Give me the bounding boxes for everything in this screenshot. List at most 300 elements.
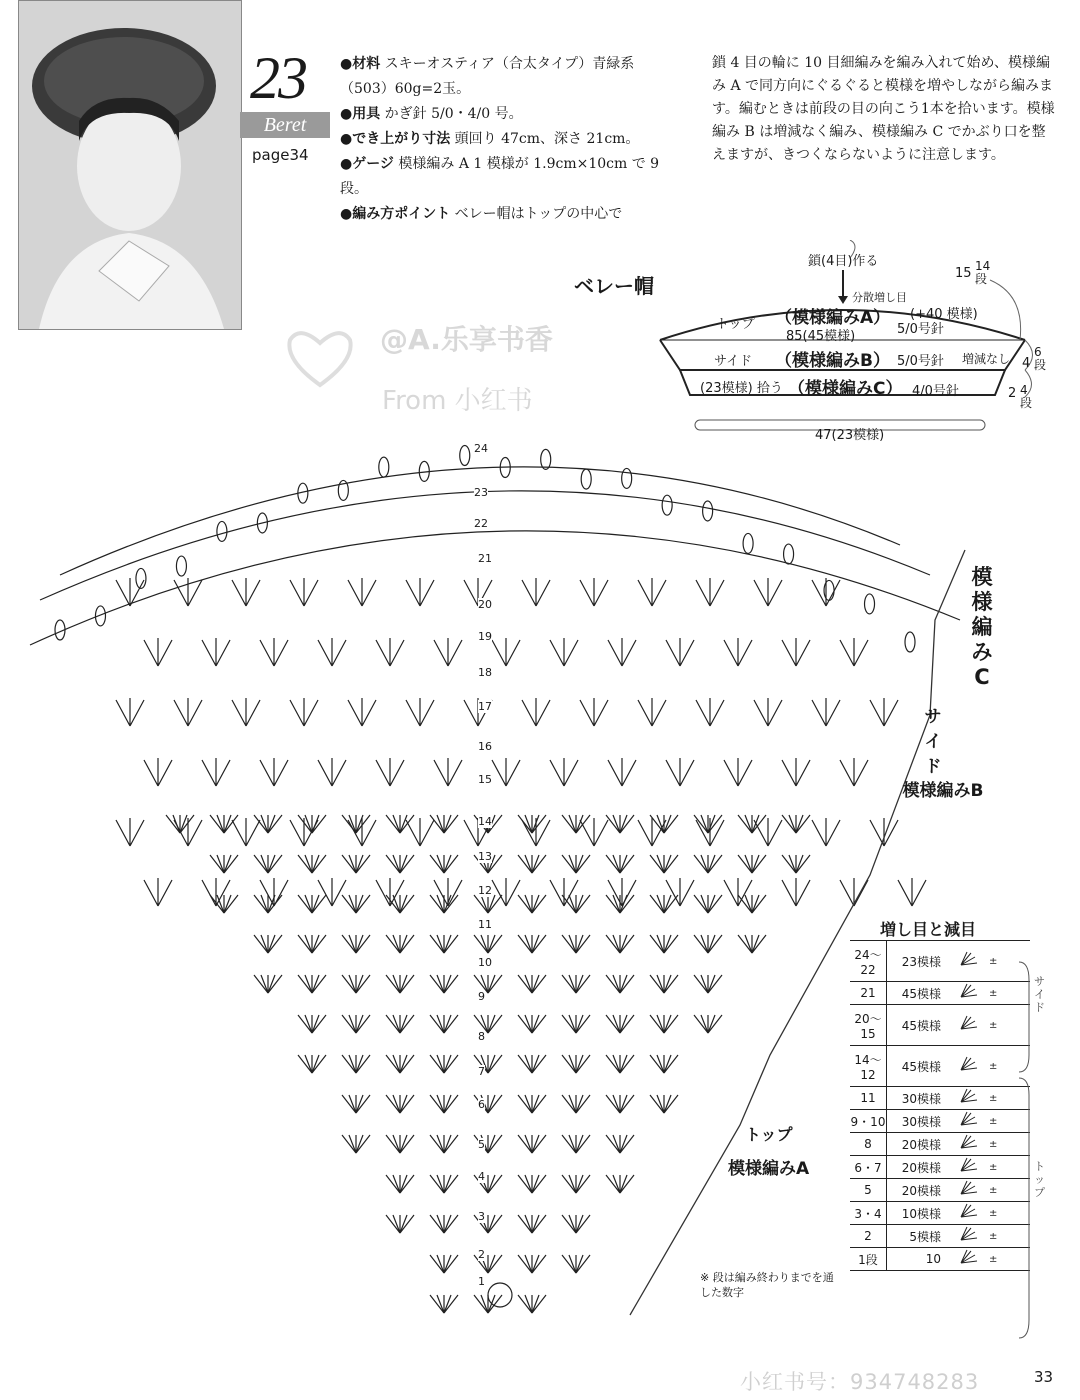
- fan-stitch-mark: [708, 975, 715, 993]
- fan-stitch-mark: [613, 855, 620, 873]
- v-stitch-mark: [290, 578, 318, 606]
- fan-stitch-mark: [701, 895, 708, 913]
- fan-stitch-mark: [261, 895, 268, 913]
- fan-stitch-mark: [562, 1055, 576, 1073]
- table-row: [850, 982, 1030, 1005]
- fan-stitch-mark: [532, 895, 539, 913]
- fan-stitch-mark: [606, 1135, 620, 1153]
- fan-stitch-mark: [620, 975, 634, 993]
- fan-stitch-mark: [400, 1175, 407, 1193]
- fan-stitch-mark: [657, 855, 664, 873]
- fan-stitch-mark: [444, 1135, 451, 1153]
- v-stitch-mark: [608, 758, 636, 786]
- beret-tag: Beret: [240, 112, 330, 138]
- v-stitch-mark: [116, 698, 144, 726]
- fan-stitch-mark: [430, 935, 444, 953]
- fan-stitch-mark: [444, 1295, 451, 1313]
- svg-text:±: ±: [989, 1061, 998, 1072]
- fan-stitch-mark: [488, 1175, 495, 1193]
- page-ref: page34: [252, 146, 309, 164]
- v-stitch-mark: [348, 578, 376, 606]
- fan-stitch-mark: [312, 935, 326, 953]
- row-number: 14: [478, 815, 492, 828]
- fan-stitch-mark: [437, 815, 444, 833]
- fan-stitch-mark: [576, 1255, 583, 1273]
- fan-stitch-mark: [224, 895, 231, 913]
- fan-stitch-mark: [518, 855, 532, 873]
- row-number: 22: [474, 517, 488, 530]
- fan-stitch-mark: [664, 1055, 678, 1073]
- fan-stitch-mark: [400, 935, 414, 953]
- fan-stitch-mark: [356, 895, 363, 913]
- v-stitch-mark: [318, 758, 346, 786]
- fan-stitch-mark: [708, 895, 715, 913]
- fan-stitch-mark: [356, 935, 370, 953]
- fan-stitch-mark: [576, 1215, 583, 1233]
- fan-stitch-mark: [393, 855, 400, 873]
- row-number: 9: [478, 990, 485, 1003]
- rows-brim-n: 2: [1008, 386, 1017, 401]
- v-stitch-mark: [290, 698, 318, 726]
- label-pattern-a: 模様編みA: [728, 1159, 810, 1179]
- fan-stitch-mark: [481, 895, 488, 913]
- fan-stitch-mark: [444, 855, 458, 873]
- v-stitch-mark: [898, 878, 926, 906]
- fan-stitch-mark: [532, 1095, 539, 1113]
- fan-stitch-mark: [305, 895, 312, 913]
- bottom-width: 47(23模様): [815, 428, 885, 443]
- fan-stitch-mark: [488, 895, 495, 913]
- rows-brim: 4段: [1020, 383, 1033, 410]
- v-stitch-mark: [666, 638, 694, 666]
- fan-stitch-mark: [532, 935, 539, 953]
- table-row-range: 1段: [850, 1248, 887, 1270]
- label-side: サイド: [924, 707, 942, 777]
- fan-stitch-mark: [488, 895, 502, 913]
- fan-stitch-mark: [261, 935, 268, 953]
- fan-stitch-mark: [664, 815, 671, 833]
- fan-stitch-mark: [386, 1175, 400, 1193]
- v-stitch-mark: [782, 878, 810, 906]
- v-stitch-mark: [724, 758, 752, 786]
- brim-hook: 4/0号針: [912, 384, 959, 399]
- fan-stitch-mark: [525, 1255, 532, 1273]
- fan-stitch-mark: [518, 1015, 532, 1033]
- fan-stitch-mark: [444, 895, 458, 913]
- fan-stitch-mark: [444, 1295, 458, 1313]
- svg-text:±: ±: [989, 1254, 998, 1265]
- top-pattern: （模様編みA）: [775, 308, 891, 328]
- schematic-title: ベレー帽: [574, 274, 654, 298]
- row-number: 8: [478, 1030, 485, 1043]
- fan-stitch-mark: [224, 895, 238, 913]
- fan-stitch-mark: [569, 1215, 576, 1233]
- fan-stitch-mark: [400, 975, 407, 993]
- v-stitch-mark: [696, 578, 724, 606]
- svg-text:±: ±: [989, 1093, 998, 1104]
- fan-stitch-mark: [437, 935, 444, 953]
- fan-stitch-mark: [217, 815, 224, 833]
- spec-point: ●編み方ポイント ベレー帽はトップの中心で: [340, 206, 623, 222]
- fan-stitch-mark: [298, 935, 312, 953]
- v-stitch-mark: [696, 698, 724, 726]
- fan-stitch-mark: [518, 1055, 532, 1073]
- fan-stitch-mark: [525, 1215, 532, 1233]
- fan-stitch-mark: [562, 815, 576, 833]
- fan-stitch-mark: [349, 1095, 356, 1113]
- fan-stitch-mark: [569, 1015, 576, 1033]
- fan-stitch-mark: [488, 1095, 502, 1113]
- fan-stitch-mark: [268, 935, 275, 953]
- fan-stitch-mark: [664, 1015, 671, 1033]
- fan-stitch-mark: [518, 1215, 532, 1233]
- fan-stitch-mark: [701, 1015, 708, 1033]
- v-stitch-mark: [406, 818, 434, 846]
- spec-gauge: ●ゲージ 模様編み A 1 模様が 1.9cm×10cm で 9 段。: [340, 156, 660, 197]
- svg-text:±: ±: [989, 1020, 998, 1031]
- fan-stitch-mark: [532, 1095, 546, 1113]
- table-row: [850, 941, 1030, 982]
- fan-stitch-mark: [400, 1095, 414, 1113]
- chain-arc: [30, 531, 960, 645]
- fan-stitch-mark: [708, 895, 722, 913]
- table-row-count: 10: [925, 1252, 941, 1266]
- fan-stitch-mark: [393, 935, 400, 953]
- fan-stitch-mark: [620, 975, 627, 993]
- fan-stitch-mark: [268, 975, 275, 993]
- fan-stitch-mark: [444, 1055, 451, 1073]
- v-stitch-mark: [260, 758, 288, 786]
- fan-stitch-mark: [386, 1135, 400, 1153]
- fan-stitch-mark: [400, 1015, 407, 1033]
- v-stitch-mark: [638, 818, 666, 846]
- fan-stitch-mark: [576, 1175, 590, 1193]
- watermark-logo-icon: [275, 325, 365, 395]
- fan-stitch-mark: [620, 1135, 634, 1153]
- fan-stitch-mark: [576, 855, 590, 873]
- fan-stitch-mark: [393, 895, 400, 913]
- fan-stitch-mark: [349, 855, 356, 873]
- fan-stitch-mark: [261, 855, 268, 873]
- fan-stitch-mark: [312, 895, 319, 913]
- fan-stitch-mark: [224, 815, 238, 833]
- fan-stitch-mark: [488, 1215, 502, 1233]
- fan-stitch-mark: [444, 1255, 458, 1273]
- table-row-count: 20模様: [901, 1183, 941, 1198]
- picot-mark: [217, 521, 227, 541]
- fan-stitch-mark: [437, 1255, 444, 1273]
- fan-stitch-mark: [305, 815, 312, 833]
- brim-pick: (23模様) 拾う: [700, 381, 783, 396]
- fan-stitch-mark: [576, 935, 590, 953]
- row-number: 2: [478, 1248, 485, 1261]
- fan-stitch-mark: [393, 1215, 400, 1233]
- fan-stitch-mark: [488, 1135, 502, 1153]
- fan-stitch-mark: [664, 1095, 678, 1113]
- fan-stitch-mark: [664, 855, 671, 873]
- fan-stitch-mark: [752, 855, 766, 873]
- fan-stitch-mark: [657, 975, 664, 993]
- table-row-count: 5模様: [909, 1229, 941, 1244]
- fan-stitch-mark: [796, 815, 810, 833]
- fan-stitch-mark: [606, 1095, 620, 1113]
- fan-stitch-mark: [481, 935, 488, 953]
- v-stitch-mark: [666, 758, 694, 786]
- fan-stitch-mark: [356, 815, 370, 833]
- picot-mark: [541, 449, 551, 469]
- fan-stitch-mark: [166, 815, 180, 833]
- fan-stitch-mark: [664, 1095, 671, 1113]
- fan-stitch-mark: [664, 895, 671, 913]
- fan-stitch-mark: [254, 935, 268, 953]
- fan-stitch-mark: [789, 855, 796, 873]
- fan-stitch-mark: [650, 895, 664, 913]
- fan-stitch-mark: [386, 815, 400, 833]
- v-stitch-mark: [202, 758, 230, 786]
- fan-stitch-mark: [437, 1055, 444, 1073]
- fan-stitch-mark: [298, 855, 312, 873]
- table-row: [850, 1225, 1030, 1248]
- fan-stitch-mark: [444, 1015, 451, 1033]
- table-side-label: サイド: [1034, 975, 1045, 1014]
- fan-stitch-mark: [664, 815, 678, 833]
- fan-stitch-mark: [488, 1175, 502, 1193]
- picot-mark: [865, 594, 875, 614]
- fan-stitch-mark: [694, 975, 708, 993]
- fan-stitch-mark: [444, 975, 451, 993]
- fan-stitch-mark: [261, 815, 268, 833]
- fan-stitch-mark: [518, 1135, 532, 1153]
- svg-text:±: ±: [989, 956, 998, 967]
- fan-stitch-mark: [224, 855, 238, 873]
- row-number: 23: [474, 486, 488, 499]
- fan-stitch-mark: [701, 935, 708, 953]
- v-stitch-mark: [144, 638, 172, 666]
- fan-stitch-mark: [356, 895, 370, 913]
- v-stitch-mark: [666, 878, 694, 906]
- fan-stitch-mark: [525, 815, 532, 833]
- fan-stitch-mark: [606, 1055, 620, 1073]
- v-stitch-mark: [638, 698, 666, 726]
- v-stitch-mark: [812, 698, 840, 726]
- v-stitch-mark: [232, 818, 260, 846]
- fan-stitch-mark: [620, 1015, 634, 1033]
- fan-stitch-mark: [393, 1175, 400, 1193]
- fan-stitch-mark: [356, 1015, 363, 1033]
- fan-stitch-mark: [532, 935, 546, 953]
- fan-stitch-mark: [562, 1015, 576, 1033]
- v-stitch-mark: [754, 578, 782, 606]
- v-stitch-mark: [782, 638, 810, 666]
- fan-stitch-mark: [650, 855, 664, 873]
- table-row-count: 30模様: [901, 1091, 941, 1106]
- fan-stitch-mark: [210, 855, 224, 873]
- fan-stitch-mark: [613, 1175, 620, 1193]
- fan-stitch-mark: [488, 975, 502, 993]
- fan-stitch-mark: [745, 815, 752, 833]
- side-hook: 5/0号針: [897, 354, 944, 369]
- table-row-range: 24〜22: [850, 941, 887, 981]
- fan-stitch-mark: [576, 1095, 590, 1113]
- svg-text:±: ±: [989, 988, 998, 999]
- fan-stitch-mark: [400, 855, 414, 873]
- fan-stitch-mark: [437, 1175, 444, 1193]
- table-row: [850, 1046, 1030, 1087]
- fan-stitch-mark: [569, 815, 576, 833]
- fan-stitch-mark: [356, 1015, 370, 1033]
- fan-stitch-mark: [444, 1055, 458, 1073]
- v-stitch-mark: [406, 698, 434, 726]
- fan-stitch-mark: [752, 895, 759, 913]
- fan-stitch-mark: [444, 975, 458, 993]
- fan-stitch-mark: [518, 1255, 532, 1273]
- fan-stitch-mark: [708, 935, 722, 953]
- fan-stitch-mark: [356, 975, 363, 993]
- svg-text:±: ±: [989, 1116, 998, 1127]
- fan-stitch-mark: [569, 855, 576, 873]
- fan-stitch-mark: [657, 895, 664, 913]
- v-stitch-mark: [174, 578, 202, 606]
- fan-stitch-mark: [620, 855, 627, 873]
- fan-stitch-mark: [752, 815, 759, 833]
- fan-stitch-mark: [664, 855, 678, 873]
- fan-stitch-mark: [576, 975, 583, 993]
- chain-start: 鎖(4目)作る: [808, 254, 879, 269]
- svg-text:±: ±: [989, 1185, 998, 1196]
- row-number: 7: [478, 1065, 485, 1078]
- fan-stitch-mark: [342, 815, 356, 833]
- table-row: [850, 1179, 1030, 1202]
- row-number: 17: [478, 700, 492, 713]
- fan-stitch-mark: [349, 1055, 356, 1073]
- table-row: [850, 1202, 1030, 1225]
- fan-stitch-mark: [298, 815, 312, 833]
- fan-stitch-mark: [694, 855, 708, 873]
- fan-stitch-mark: [525, 935, 532, 953]
- row-number: 18: [478, 666, 492, 679]
- v-stitch-mark: [116, 818, 144, 846]
- fan-stitch-mark: [386, 975, 400, 993]
- center-ring: [488, 1283, 512, 1307]
- fan-stitch-mark: [532, 975, 539, 993]
- fan-stitch-mark: [349, 1135, 356, 1153]
- v-stitch-mark: [812, 578, 840, 606]
- v-stitch-mark: [754, 698, 782, 726]
- fan-stitch-mark: [532, 855, 546, 873]
- fan-stitch-mark: [393, 1055, 400, 1073]
- fan-stitch-mark: [576, 1055, 583, 1073]
- fan-stitch-mark: [569, 1135, 576, 1153]
- fan-stitch-mark: [606, 815, 620, 833]
- top-label: トップ: [716, 317, 755, 332]
- fan-stitch-mark: [444, 815, 451, 833]
- fan-stitch-mark: [576, 935, 583, 953]
- fan-stitch-mark: [298, 895, 312, 913]
- v-stitch-mark: [870, 698, 898, 726]
- fan-stitch-mark: [444, 1215, 451, 1233]
- spec-tools: ●用具 かぎ針 5/0・4/0 号。: [340, 106, 523, 122]
- fan-stitch-mark: [393, 1135, 400, 1153]
- fan-stitch-mark: [613, 895, 620, 913]
- v-stitch-mark: [232, 698, 260, 726]
- fan-stitch-mark: [400, 975, 414, 993]
- fan-stitch-mark: [430, 1295, 444, 1313]
- v-stitch-mark: [840, 758, 868, 786]
- fan-stitch-mark: [752, 935, 759, 953]
- svg-text:±: ±: [989, 1208, 998, 1219]
- table-row: [850, 1110, 1030, 1133]
- fan-stitch-mark: [173, 815, 180, 833]
- fan-stitch-mark: [708, 935, 715, 953]
- v-stitch-mark: [840, 638, 868, 666]
- fan-stitch-mark: [650, 1015, 664, 1033]
- picot-mark: [784, 544, 794, 564]
- v-stitch-mark: [144, 878, 172, 906]
- v-stitch-mark: [260, 638, 288, 666]
- fan-stitch-mark: [444, 1175, 458, 1193]
- row-number: 13: [478, 850, 492, 863]
- fan-stitch-mark: [356, 855, 370, 873]
- fan-stitch-mark: [400, 855, 407, 873]
- svg-text:±: ±: [989, 1162, 998, 1173]
- fan-stitch-mark: [356, 855, 363, 873]
- fan-stitch-mark: [342, 855, 356, 873]
- fan-stitch-mark: [261, 975, 268, 993]
- v-stitch-mark: [812, 818, 840, 846]
- fan-stitch-mark: [342, 1015, 356, 1033]
- fan-stitch-mark: [400, 1095, 407, 1113]
- fan-stitch-mark: [356, 1095, 370, 1113]
- fan-stitch-mark: [569, 1175, 576, 1193]
- v-stitch-mark: [782, 758, 810, 786]
- fan-stitch-mark: [708, 975, 722, 993]
- fan-stitch-mark: [342, 935, 356, 953]
- fan-stitch-mark: [532, 1175, 546, 1193]
- fan-stitch-mark: [518, 1175, 532, 1193]
- fan-stitch-mark: [430, 1095, 444, 1113]
- picot-mark: [662, 495, 672, 515]
- spec-material: ●材料 スキーオスティア（合太タイプ）青緑系（503）60g=2玉。: [340, 56, 635, 97]
- fan-stitch-mark: [518, 895, 532, 913]
- fan-stitch-mark: [620, 1055, 634, 1073]
- fan-stitch-mark: [224, 815, 231, 833]
- fan-stitch-mark: [488, 1255, 502, 1273]
- fan-stitch-mark: [708, 855, 722, 873]
- fan-stitch-mark: [356, 1055, 370, 1073]
- svg-text:±: ±: [989, 1231, 998, 1242]
- fan-stitch-mark: [620, 855, 634, 873]
- fan-stitch-mark: [532, 1175, 539, 1193]
- fan-stitch-mark: [708, 1015, 715, 1033]
- fan-stitch-mark: [569, 975, 576, 993]
- row-number: 5: [478, 1138, 485, 1151]
- fan-stitch-mark: [349, 935, 356, 953]
- fan-stitch-mark: [576, 1015, 590, 1033]
- fan-stitch-mark: [474, 895, 488, 913]
- fan-stitch-mark: [488, 1055, 502, 1073]
- table-row-range: 8: [850, 1133, 887, 1155]
- fan-stitch-mark: [430, 1255, 444, 1273]
- fan-stitch-mark: [518, 975, 532, 993]
- fan-stitch-mark: [613, 975, 620, 993]
- v-stitch-mark: [492, 638, 520, 666]
- fan-stitch-mark: [701, 975, 708, 993]
- table-row-count: 30模様: [901, 1114, 941, 1129]
- row-number: 11: [478, 918, 492, 931]
- side-label: サイド: [714, 354, 753, 369]
- fan-stitch-mark: [789, 815, 796, 833]
- fan-stitch-mark: [532, 895, 546, 913]
